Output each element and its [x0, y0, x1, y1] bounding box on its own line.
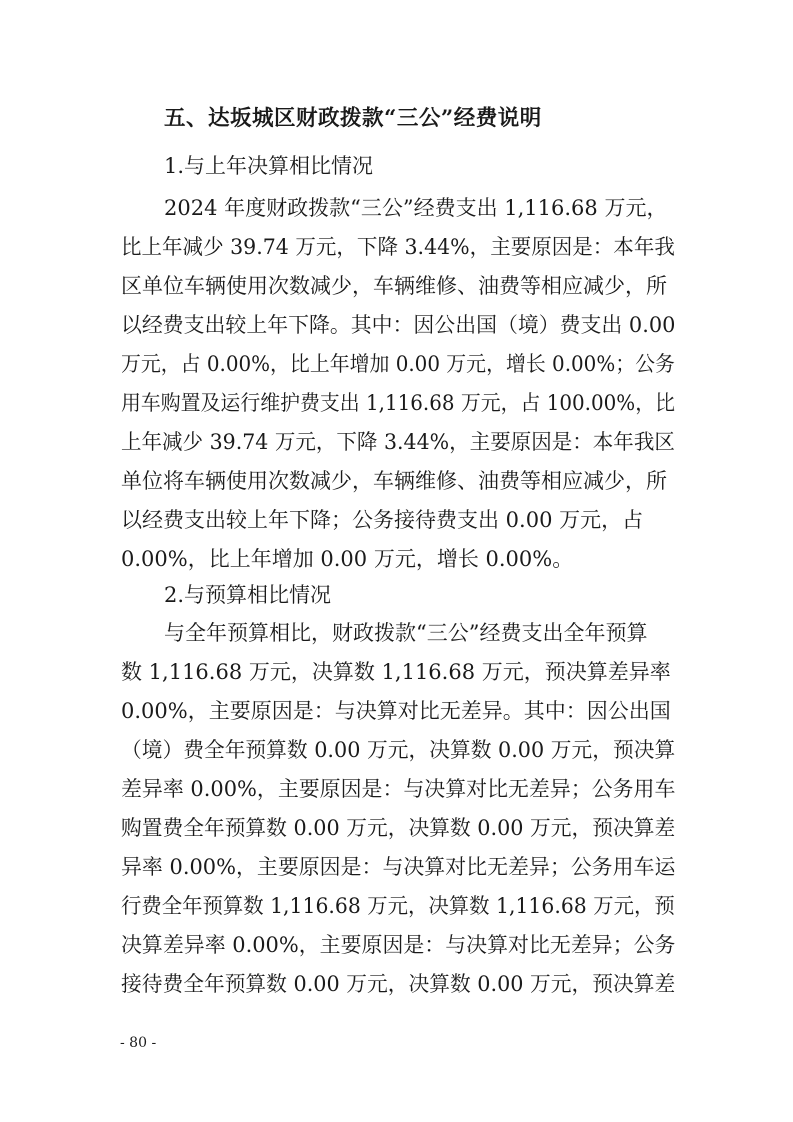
- section-heading: 五、达坂城区财政拨款“三公”经费说明: [164, 106, 542, 131]
- paragraph-line: 数 1,116.68 万元，决算数 1,116.68 万元，预决算差异率: [121, 660, 671, 684]
- paragraph-line: 购置费全年预算数 0.00 万元，决算数 0.00 万元，预决算差: [121, 816, 676, 840]
- paragraph-line: 行费全年预算数 1,116.68 万元，决算数 1,116.68 万元，预: [121, 894, 675, 918]
- paragraph-line: 0.00%，比上年增加 0.00 万元，增长 0.00%。: [121, 547, 574, 571]
- paragraph-line: 与全年预算相比，财政拨款“三公”经费支出全年预算: [164, 621, 648, 645]
- subsection-title-2: 2.与预算相比情况: [164, 583, 332, 607]
- paragraph-line: 上年减少 39.74 万元，下降 3.44%，主要原因是：本年我区: [121, 430, 675, 454]
- paragraph-line: 用车购置及运行维护费支出 1,116.68 万元，占 100.00%，比: [121, 391, 675, 415]
- paragraph-line: 决算差异率 0.00%，主要原因是：与决算对比无差异；公务: [121, 933, 676, 957]
- paragraph-line: （境）费全年预算数 0.00 万元，决算数 0.00 万元，预决算: [121, 738, 676, 762]
- paragraph-line: 0.00%，主要原因是：与决算对比无差异。其中：因公出国: [121, 699, 671, 723]
- paragraph-line: 接待费全年预算数 0.00 万元，决算数 0.00 万元，预决算差: [121, 972, 676, 996]
- paragraph-line: 以经费支出较上年下降。其中：因公出国（境）费支出 0.00: [121, 313, 676, 337]
- paragraph-line: 异率 0.00%，主要原因是：与决算对比无差异；公务用车运: [121, 855, 676, 879]
- paragraph-line: 以经费支出较上年下降；公务接待费支出 0.00 万元，占: [121, 508, 644, 532]
- paragraph-line: 差异率 0.00%，主要原因是：与决算对比无差异；公务用车: [121, 777, 676, 801]
- paragraph-line: 万元，占 0.00%，比上年增加 0.00 万元，增长 0.00%；公务: [121, 352, 675, 376]
- paragraph-line: 单位将车辆使用次数减少，车辆维修、油费等相应减少，所: [121, 469, 667, 493]
- paragraph-line: 区单位车辆使用次数减少，车辆维修、油费等相应减少，所: [121, 274, 667, 298]
- page-number: - 80 -: [120, 1035, 157, 1051]
- subsection-title-1: 1.与上年决算相比情况: [164, 154, 374, 178]
- paragraph-line: 2024 年度财政拨款“三公”经费支出 1,116.68 万元，: [164, 196, 668, 220]
- paragraph-line: 比上年减少 39.74 万元，下降 3.44%，主要原因是：本年我: [121, 235, 675, 259]
